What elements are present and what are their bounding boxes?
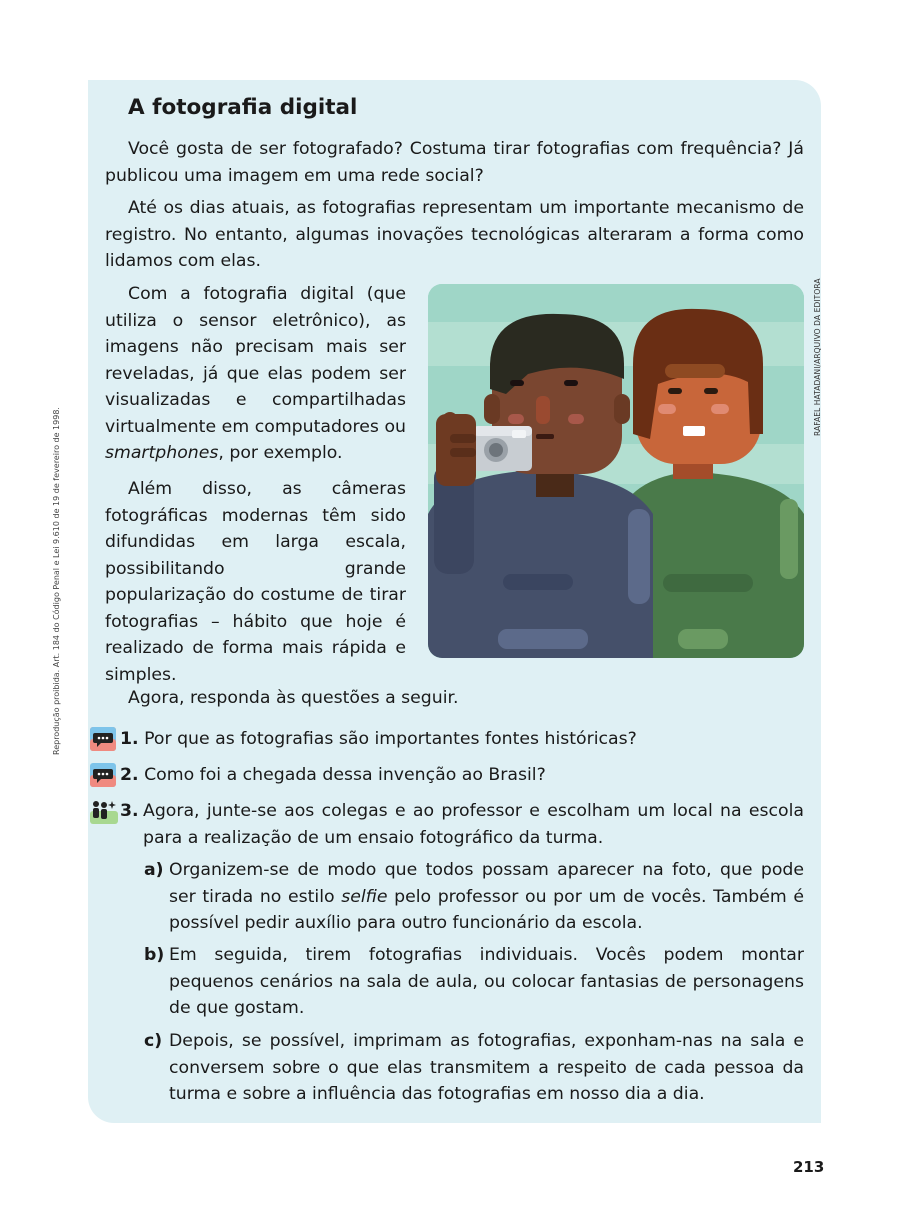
question-2-text: Como foi a chegada dessa invenção ao Brasil? (144, 765, 546, 785)
question-3 (120, 798, 804, 851)
speech-bubble-icon (90, 763, 116, 787)
subitem-b-letter: b) (144, 945, 165, 965)
question-1-text: Por que as fotografias são importantes fontes históricas? (144, 729, 637, 749)
subitem-a (169, 857, 804, 937)
question-2 (120, 762, 810, 789)
subitem-c-letter: c) (144, 1031, 163, 1051)
question-1 (120, 726, 810, 753)
question-3-number: 3. (120, 801, 139, 821)
subitem-a-letter: a) (144, 860, 164, 880)
group-activity-icon (90, 798, 118, 824)
question-1-number: 1. (120, 729, 139, 749)
paragraph-1: Você gosta de ser fotografado? Costuma tirar fotografias com frequência? Já publicou uma imagem em uma rede social? (105, 139, 804, 186)
question-3-text: Agora, junte-se aos colegas e ao professor e escolham um local na escola para a realização de um ensaio fotográfico da turma. (143, 801, 804, 848)
paragraph-3-text-a: Com a fotografia digital (que utiliza o sensor eletrônico), as imagens não precisam mais ser reveladas, já que elas podem ser visualizadas e compartilhadas virtualmente em computadores ou (105, 284, 406, 437)
question-2-number: 2. (120, 765, 139, 785)
paragraph-5: Agora, responda às questões a seguir. (128, 688, 459, 708)
paragraph-2: Até os dias atuais, as fotografias representam um importante mecanismo de registro. No entanto, algumas inovações tecnológicas alteraram a forma como lidamos com elas. (105, 198, 804, 271)
image-credit: RAFAEL HATADANI/ARQUIVO DA EDITORA (813, 278, 822, 436)
subitem-b: Em seguida, tirem fotografias individuais. Vocês podem montar pequenos cenários na sala de aula, ou colocar fantasias de personagens de que gostam. (169, 945, 804, 1018)
copyright-side-note: Reprodução proibida. Art. 184 do Código Penal e Lei 9.610 de 19 de fevereiro de 1998. (52, 407, 61, 755)
subitem-a-emphasis: selfie (341, 886, 388, 907)
subitem-c: Depois, se possível, imprimam as fotografias, exponham-nas na sala e conversem sobre o que elas transmitem a respeito de cada pessoa da turma e sobre a influência das fotografias em nosso dia a dia. (169, 1031, 804, 1104)
paragraph-3-text-b: , por exemplo. (218, 443, 343, 463)
page-number: 213 (793, 1158, 825, 1176)
paragraph-3-emphasis: smartphones (105, 443, 219, 463)
subitem-a-text-b: pelo professor ou por um de vocês. Também é possível pedir auxílio para outro funcionário da escola. (169, 886, 804, 933)
section-title: A fotografia digital (128, 95, 358, 120)
paragraph-4: Além disso, as câmeras fotográficas modernas têm sido difundidas em larga escala, possibilitando grande popularização do costume de tirar fotografias – hábito que hoje é realizado de forma mais rápida e simples. (105, 479, 406, 685)
paragraph-3 (105, 281, 406, 467)
selfie-illustration (428, 284, 804, 658)
subitem-a-text-a: Organizem-se de modo que todos possam aparecer na foto, que pode ser tirada no estilo (169, 860, 804, 907)
speech-bubble-icon (90, 727, 116, 751)
